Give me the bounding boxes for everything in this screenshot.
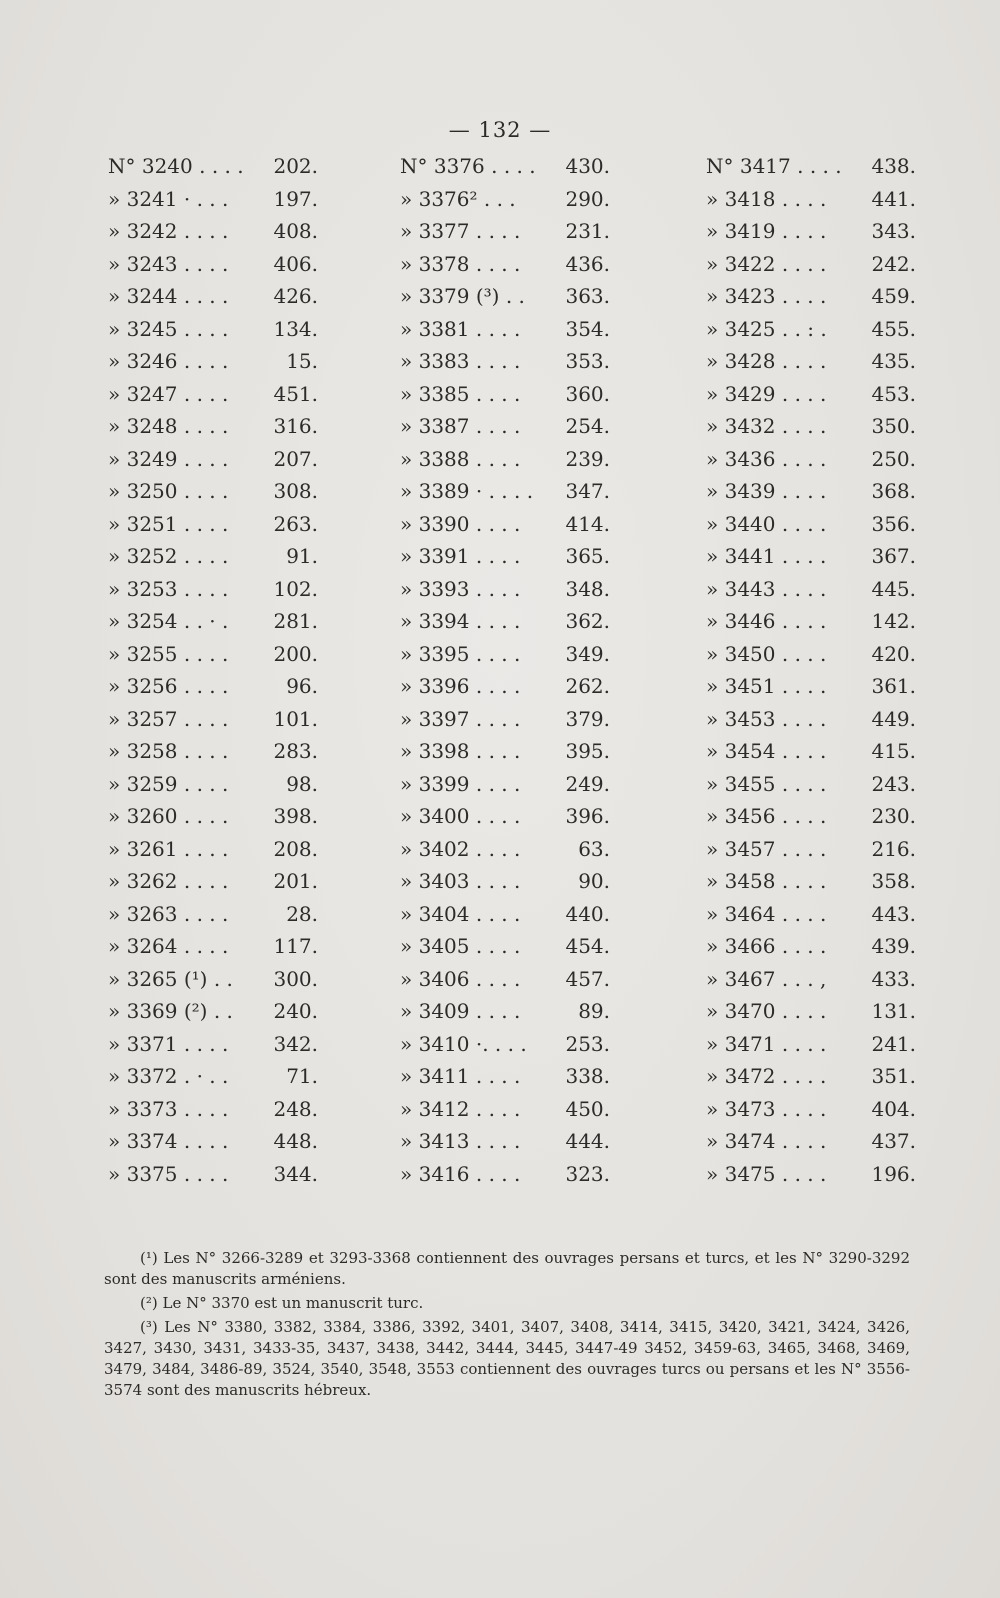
manuscript-number: » 3436 . . . . (706, 446, 827, 471)
manuscript-number: » 3425 . . : . (706, 316, 827, 341)
manuscript-number: » 3416 . . . . (400, 1161, 521, 1186)
page-reference: 249. (565, 771, 610, 796)
index-row (400, 1028, 610, 1061)
manuscript-number: » 3373 . . . . (108, 1096, 229, 1121)
page-reference: 351. (871, 1064, 916, 1088)
page-reference: 449. (871, 706, 916, 731)
page-reference: 216. (871, 836, 916, 861)
index-row (108, 735, 318, 768)
page-reference: 365. (565, 544, 610, 568)
page-reference: 440. (565, 901, 610, 926)
manuscript-number: » 3458 . . . . (706, 869, 827, 893)
manuscript-number: » 3456 . . . . (706, 804, 827, 828)
page-reference: 361. (871, 674, 916, 698)
manuscript-number: » 3405 . . . . (400, 934, 521, 958)
manuscript-number: » 3262 . . . . (108, 869, 229, 893)
manuscript-number: » 3423 . . . . (706, 284, 827, 308)
manuscript-number: » 3390 . . . . (400, 511, 521, 536)
page-reference: 102. (273, 576, 318, 601)
manuscript-number: » 3413 . . . . (400, 1129, 521, 1153)
page-reference: 420. (871, 641, 916, 666)
index-row (400, 475, 610, 508)
page-reference: 134. (273, 316, 318, 341)
page-reference: 316. (273, 414, 318, 438)
index-row (108, 963, 318, 996)
page-reference: 448. (273, 1129, 318, 1153)
page-reference: 398. (273, 804, 318, 828)
index-row (706, 410, 916, 443)
manuscript-number: » 3466 . . . . (706, 934, 827, 958)
index-row (108, 345, 318, 378)
manuscript-number: » 3418 . . . . (706, 186, 827, 211)
index-row (706, 313, 916, 346)
index-row (108, 703, 318, 736)
manuscript-number: » 3402 . . . . (400, 836, 521, 861)
page-reference: 196. (871, 1161, 916, 1186)
manuscript-number: » 3252 . . . . (108, 544, 229, 568)
index-row (400, 313, 610, 346)
page-reference: 358. (871, 869, 916, 893)
manuscript-number: » 3411 . . . . (400, 1064, 521, 1088)
page-reference: 363. (565, 284, 610, 308)
index-row (706, 605, 916, 638)
page-reference: 290. (565, 186, 610, 211)
index-row (706, 280, 916, 313)
page-reference: 441. (871, 186, 916, 211)
page-reference: 240. (273, 999, 318, 1023)
page-reference: 250. (871, 446, 916, 471)
index-row (108, 410, 318, 443)
manuscript-number: » 3383 . . . . (400, 349, 521, 373)
page-reference: 241. (871, 1031, 916, 1056)
page-reference: 450. (565, 1096, 610, 1121)
manuscript-number: N° 3376 . . . . (400, 154, 536, 178)
index-row (706, 963, 916, 996)
page-reference: 201. (273, 869, 318, 893)
index-row (400, 638, 610, 671)
manuscript-number: » 3264 . . . . (108, 934, 229, 958)
manuscript-number: » 3470 . . . . (706, 999, 827, 1023)
manuscript-number: » 3246 . . . . (108, 349, 229, 373)
index-row (108, 378, 318, 411)
index-row (400, 703, 610, 736)
manuscript-number: » 3378 . . . . (400, 251, 521, 276)
index-row (108, 995, 318, 1028)
index-row (400, 540, 610, 573)
page-reference: 200. (273, 641, 318, 666)
index-row (108, 508, 318, 541)
manuscript-number: » 3244 . . . . (108, 284, 229, 308)
page-reference: 207. (273, 446, 318, 471)
page-reference: 457. (565, 966, 610, 991)
index-column-1 (108, 150, 318, 1190)
page-reference: 404. (871, 1096, 916, 1121)
page-reference: 117. (273, 934, 318, 958)
index-row (706, 735, 916, 768)
manuscript-number: » 3394 . . . . (400, 609, 521, 633)
page-reference: 367. (871, 544, 916, 568)
index-row (400, 410, 610, 443)
manuscript-number: » 3375 . . . . (108, 1161, 229, 1186)
manuscript-number: » 3451 . . . . (706, 674, 827, 698)
index-row (400, 280, 610, 313)
index-row (400, 735, 610, 768)
manuscript-number: » 3396 . . . . (400, 674, 521, 698)
index-row (108, 443, 318, 476)
page-reference: 379. (565, 706, 610, 731)
manuscript-number: » 3371 . . . . (108, 1031, 229, 1056)
page-reference: 15. (286, 349, 318, 373)
manuscript-number: » 3259 . . . . (108, 771, 229, 796)
index-row (706, 540, 916, 573)
manuscript-number: » 3450 . . . . (706, 641, 827, 666)
manuscript-number: » 3250 . . . . (108, 479, 229, 503)
index-row (400, 800, 610, 833)
manuscript-number: » 3243 . . . . (108, 251, 229, 276)
index-row (400, 248, 610, 281)
manuscript-number: » 3387 . . . . (400, 414, 521, 438)
manuscript-number: » 3257 . . . . (108, 706, 229, 731)
index-row (706, 1028, 916, 1061)
index-row (108, 1060, 318, 1093)
manuscript-number: » 3471 . . . . (706, 1031, 827, 1056)
page-reference: 63. (578, 836, 610, 861)
manuscript-number: » 3455 . . . . (706, 771, 827, 796)
manuscript-number: » 3467 . . . , (706, 966, 827, 991)
index-row (400, 150, 610, 183)
page-reference: 96. (286, 674, 318, 698)
manuscript-number: » 3379 (³) . . (400, 284, 525, 308)
page-reference: 459. (871, 284, 916, 308)
index-row (706, 768, 916, 801)
manuscript-number: » 3374 . . . . (108, 1129, 229, 1153)
footnote-1: (¹) Les N° 3266-3289 et 3293-3368 contiennent des ouvrages persans et turcs, et les N° 3290-3292 sont des manuscrits arméniens. (104, 1249, 910, 1288)
index-row (706, 833, 916, 866)
page-reference: 342. (273, 1031, 318, 1056)
index-row (400, 865, 610, 898)
manuscript-number: » 3265 (¹) . . (108, 966, 233, 991)
index-row (400, 573, 610, 606)
manuscript-number: » 3255 . . . . (108, 641, 229, 666)
page-reference: 415. (871, 739, 916, 763)
manuscript-number: » 3241 · . . . (108, 186, 229, 211)
manuscript-number: » 3473 . . . . (706, 1096, 827, 1121)
manuscript-number: » 3439 . . . . (706, 479, 827, 503)
index-row (108, 898, 318, 931)
page-reference: 142. (871, 609, 916, 633)
manuscript-number: » 3395 . . . . (400, 641, 521, 666)
page-reference: 414. (565, 511, 610, 536)
index-row (706, 800, 916, 833)
manuscript-number: » 3398 . . . . (400, 739, 521, 763)
manuscript-number: » 3261 . . . . (108, 836, 229, 861)
index-row (108, 865, 318, 898)
page-reference: 354. (565, 316, 610, 341)
page-reference: 239. (565, 446, 610, 471)
page-reference: 253. (565, 1031, 610, 1056)
page-reference: 454. (565, 934, 610, 958)
index-row (400, 1158, 610, 1191)
manuscript-number: » 3251 . . . . (108, 511, 229, 536)
index-row (706, 248, 916, 281)
index-row (400, 345, 610, 378)
index-row (400, 508, 610, 541)
manuscript-number: » 3258 . . . . (108, 739, 229, 763)
page-reference: 406. (273, 251, 318, 276)
manuscript-number: » 3256 . . . . (108, 674, 229, 698)
index-row (706, 995, 916, 1028)
manuscript-number: » 3440 . . . . (706, 511, 827, 536)
page-reference: 443. (871, 901, 916, 926)
page-reference: 131. (871, 999, 916, 1023)
page-reference: 300. (273, 966, 318, 991)
manuscript-number: » 3419 . . . . (706, 219, 827, 243)
manuscript-number: » 3247 . . . . (108, 381, 229, 406)
index-row (706, 508, 916, 541)
index-row (706, 215, 916, 248)
index-row (706, 573, 916, 606)
page-reference: 248. (273, 1096, 318, 1121)
page-reference: 91. (286, 544, 318, 568)
manuscript-number: » 3428 . . . . (706, 349, 827, 373)
page-reference: 445. (871, 576, 916, 601)
manuscript-number: » 3385 . . . . (400, 381, 521, 406)
index-row (400, 833, 610, 866)
index-row (400, 378, 610, 411)
manuscript-number: » 3381 . . . . (400, 316, 521, 341)
manuscript-number: » 3245 . . . . (108, 316, 229, 341)
page-reference: 89. (578, 999, 610, 1023)
page-reference: 349. (565, 641, 610, 666)
manuscript-number: » 3457 . . . . (706, 836, 827, 861)
page-reference: 426. (273, 284, 318, 308)
page-reference: 262. (565, 674, 610, 698)
page-reference: 362. (565, 609, 610, 633)
manuscript-number: » 3254 . . · . (108, 609, 229, 633)
page-reference: 263. (273, 511, 318, 536)
page-reference: 323. (565, 1161, 610, 1186)
index-row (400, 995, 610, 1028)
index-column-3 (706, 150, 916, 1190)
page-reference: 430. (565, 154, 610, 178)
index-row (400, 768, 610, 801)
page-reference: 348. (565, 576, 610, 601)
page-reference: 308. (273, 479, 318, 503)
manuscript-number: » 3441 . . . . (706, 544, 827, 568)
manuscript-number: » 3242 . . . . (108, 219, 229, 243)
page-reference: 101. (273, 706, 318, 731)
manuscript-number: » 3475 . . . . (706, 1161, 827, 1186)
manuscript-number: » 3474 . . . . (706, 1129, 827, 1153)
page-reference: 433. (871, 966, 916, 991)
index-row (706, 638, 916, 671)
index-row (706, 1093, 916, 1126)
page-reference: 360. (565, 381, 610, 406)
page-reference: 231. (565, 219, 610, 243)
page-reference: 455. (871, 316, 916, 341)
index-row (108, 280, 318, 313)
manuscript-number: » 3453 . . . . (706, 706, 827, 731)
page-reference: 444. (565, 1129, 610, 1153)
manuscript-number: » 3409 . . . . (400, 999, 521, 1023)
index-row (108, 183, 318, 216)
index-row (108, 1093, 318, 1126)
manuscript-number: » 3249 . . . . (108, 446, 229, 471)
index-row (400, 898, 610, 931)
footnote-3: (³) Les N° 3380, 3382, 3384, 3386, 3392, 3401, 3407, 3408, 3414, 3415, 3420, 3421, 3424, 3426, 3427, 3430, 3431, 3433-35, 3437, 3438, 3442, 3444, 3445, 3447-49 3452, 3459-63, 3465, 3468, 3469, 3479, 3484, 3486-89, 3524, 3540, 3548, 3553 contiennent des ouvrages turcs ou persans et les N° 3556-3574 sont des manuscrits hébreux. (104, 1318, 910, 1399)
index-row (108, 1158, 318, 1191)
page-reference: 242. (871, 251, 916, 276)
page-reference: 90. (578, 869, 610, 893)
index-row (706, 1125, 916, 1158)
manuscript-number: » 3472 . . . . (706, 1064, 827, 1088)
page-reference: 281. (273, 609, 318, 633)
footnotes (104, 1248, 910, 1404)
index-row (108, 150, 318, 183)
index-row (108, 638, 318, 671)
manuscript-number: » 3260 . . . . (108, 804, 229, 828)
index-row (108, 313, 318, 346)
manuscript-number: » 3253 . . . . (108, 576, 229, 601)
manuscript-number: » 3376² . . . (400, 186, 516, 211)
index-row (108, 1125, 318, 1158)
manuscript-number: » 3454 . . . . (706, 739, 827, 763)
manuscript-number: » 3372 . · . . (108, 1064, 229, 1088)
manuscript-number: » 3403 . . . . (400, 869, 521, 893)
footnote-2: (²) Le N° 3370 est un manuscrit turc. (140, 1294, 424, 1312)
page-reference: 243. (871, 771, 916, 796)
manuscript-number: » 3397 . . . . (400, 706, 521, 731)
manuscript-number: » 3391 . . . . (400, 544, 521, 568)
index-row (706, 443, 916, 476)
page-reference: 436. (565, 251, 610, 276)
manuscript-number: » 3393 . . . . (400, 576, 521, 601)
index-row (400, 443, 610, 476)
index-row (108, 930, 318, 963)
index-row (400, 1060, 610, 1093)
manuscript-number: » 3400 . . . . (400, 804, 521, 828)
index-row (706, 898, 916, 931)
page-reference: 254. (565, 414, 610, 438)
manuscript-number: » 3443 . . . . (706, 576, 827, 601)
manuscript-number: » 3263 . . . . (108, 901, 229, 926)
manuscript-number: » 3410 ·. . . . (400, 1031, 527, 1056)
manuscript-number: » 3464 . . . . (706, 901, 827, 926)
page-reference: 343. (871, 219, 916, 243)
page-reference: 368. (871, 479, 916, 503)
index-row (400, 963, 610, 996)
manuscript-number: » 3446 . . . . (706, 609, 827, 633)
manuscript-number: » 3377 . . . . (400, 219, 521, 243)
index-column-2 (400, 150, 610, 1190)
index-row (108, 248, 318, 281)
page-reference: 71. (286, 1064, 318, 1088)
manuscript-number: » 3369 (²) . . (108, 999, 233, 1023)
manuscript-number: » 3399 . . . . (400, 771, 521, 796)
page-reference: 98. (286, 771, 318, 796)
index-row (706, 475, 916, 508)
manuscript-number: » 3388 . . . . (400, 446, 521, 471)
index-row (108, 768, 318, 801)
page-reference: 202. (273, 154, 318, 178)
index-row (400, 215, 610, 248)
manuscript-number: » 3412 . . . . (400, 1096, 521, 1121)
index-row (400, 930, 610, 963)
page-reference: 437. (871, 1129, 916, 1153)
index-row (706, 930, 916, 963)
index-row (400, 1125, 610, 1158)
index-row (706, 183, 916, 216)
manuscript-number: » 3248 . . . . (108, 414, 229, 438)
page-reference: 435. (871, 349, 916, 373)
index-row (400, 1093, 610, 1126)
index-row (400, 670, 610, 703)
index-row (706, 865, 916, 898)
index-row (108, 1028, 318, 1061)
manuscript-number: » 3389 · . . . . (400, 479, 534, 503)
index-row (706, 1060, 916, 1093)
page-reference: 451. (273, 381, 318, 406)
index-row (108, 540, 318, 573)
page-reference: 347. (565, 479, 610, 503)
index-row (108, 833, 318, 866)
page-reference: 350. (871, 414, 916, 438)
manuscript-number: » 3404 . . . . (400, 901, 521, 926)
index-row (108, 215, 318, 248)
index-row (400, 183, 610, 216)
page-reference: 453. (871, 381, 916, 406)
index-row (706, 1158, 916, 1191)
page-reference: 356. (871, 511, 916, 536)
page-reference: 408. (273, 219, 318, 243)
page-reference: 353. (565, 349, 610, 373)
page-reference: 208. (273, 836, 318, 861)
index-row (400, 605, 610, 638)
manuscript-number: » 3429 . . . . (706, 381, 827, 406)
page-reference: 395. (565, 739, 610, 763)
page-reference: 283. (273, 739, 318, 763)
page-reference: 28. (286, 901, 318, 926)
index-row (706, 703, 916, 736)
index-row (108, 605, 318, 638)
manuscript-number: » 3432 . . . . (706, 414, 827, 438)
index-row (706, 670, 916, 703)
index-row (706, 150, 916, 183)
index-row (108, 573, 318, 606)
page-reference: 230. (871, 804, 916, 828)
index-row (108, 670, 318, 703)
manuscript-number: N° 3417 . . . . (706, 154, 842, 178)
page-reference: 439. (871, 934, 916, 958)
page-reference: 197. (273, 186, 318, 211)
page-reference: 338. (565, 1064, 610, 1088)
index-row (108, 475, 318, 508)
index-row (706, 378, 916, 411)
index-row (706, 345, 916, 378)
page-reference: 396. (565, 804, 610, 828)
manuscript-number: » 3422 . . . . (706, 251, 827, 276)
page-reference: 344. (273, 1161, 318, 1186)
index-row (108, 800, 318, 833)
manuscript-number: » 3406 . . . . (400, 966, 521, 991)
page-number: — 132 — (448, 118, 552, 142)
page-reference: 438. (871, 154, 916, 178)
manuscript-number: N° 3240 . . . . (108, 154, 244, 178)
